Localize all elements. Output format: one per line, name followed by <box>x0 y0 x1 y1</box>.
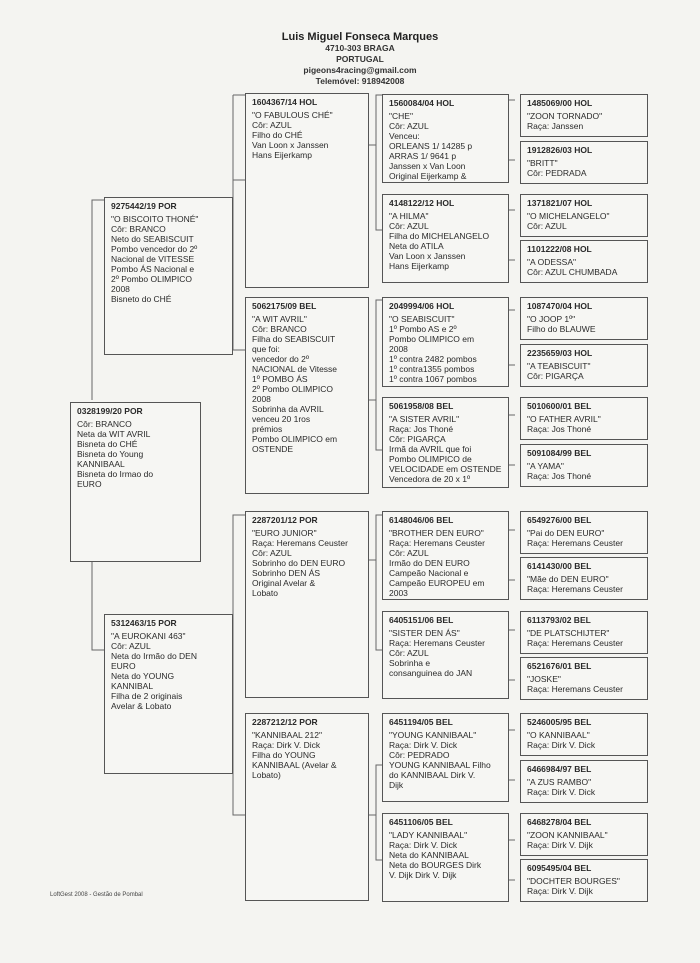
grandparent-ring: 1604367/14 HOL <box>252 97 318 107</box>
great-grandparent-line: "LADY KANNIBAAL" <box>389 830 468 840</box>
grandparent-line: Filho do CHÉ <box>252 130 303 140</box>
ancestor-line: Raça: Heremans Ceuster <box>527 638 623 648</box>
grandparent-line: Filha do YOUNG <box>252 750 316 760</box>
ancestor-line: "O MICHELANGELO" <box>527 211 610 221</box>
ancestor-ring: 6113793/02 BEL <box>527 615 591 625</box>
great-grandparent-line: ORLEANS 1/ 14285 p <box>389 141 473 151</box>
great-grandparent-line: Campeão EUROPEU em <box>389 578 485 588</box>
connector-sire <box>233 95 245 350</box>
footer-credit: LoftGest 2008 - Gestão de Pombal <box>50 892 143 898</box>
great-grandparent-line: Côr: AZUL <box>389 648 429 658</box>
grandparent-line: "KANNIBAAL 212" <box>252 730 322 740</box>
subject-line: Côr: BRANCO <box>77 419 132 429</box>
great-grandparent-line: "A HILMA" <box>389 211 429 221</box>
grandparent-ring: 5062175/09 BEL <box>252 301 317 311</box>
great-grandparent-line: Campeão Nacional e <box>389 568 469 578</box>
owner-name: Luis Miguel Fonseca Marques <box>281 31 439 43</box>
ancestor-line: "O KANNIBAAL" <box>527 730 590 740</box>
sire-line: Bisneto do CHÉ <box>111 294 172 304</box>
grandparent-line: prémios <box>252 424 283 434</box>
ancestor-box <box>520 611 648 654</box>
ancestor-ring: 1101222/08 HOL <box>527 244 592 254</box>
grandparent-line: Côr: AZUL <box>252 548 292 558</box>
grandparent-line: 1º POMBO ÁS <box>252 374 308 384</box>
ancestor-line: "ZOON TORNADO" <box>527 111 603 121</box>
grandparent-line: Raça: Dirk V. Dick <box>252 740 321 750</box>
great-grandparent-line: "BROTHER DEN EURO" <box>389 528 484 538</box>
dam-line: Neta do YOUNG <box>111 671 175 681</box>
great-grandparent-ring: 6148046/06 BEL <box>389 515 454 525</box>
great-grandparent-line: Côr: AZUL <box>389 548 429 558</box>
connector-g3-bottom <box>509 530 515 880</box>
ancestor-ring: 6095495/04 BEL <box>527 863 592 873</box>
dam-box <box>104 614 233 774</box>
great-grandparent-line: Pombo OLIMPICO em <box>389 334 475 344</box>
grandparent-line: OSTENDE <box>252 444 294 454</box>
grandparent-line: Van Loon x Janssen <box>252 140 329 150</box>
ancestor-box <box>520 713 648 756</box>
ancestor-box <box>520 397 648 440</box>
sire-box <box>104 197 233 355</box>
great-grandparent-box <box>382 397 509 488</box>
great-grandparent-line: Raça: Heremans Ceuster <box>389 538 485 548</box>
ancestor-line: "A ODESSA" <box>527 257 577 267</box>
grandparent-line: Côr: AZUL <box>252 120 292 130</box>
grandparent-line: Filha do SEABISCUIT <box>252 334 336 344</box>
grandparent-box <box>245 713 369 901</box>
grandparent-line: Lobato) <box>252 770 281 780</box>
ancestor-line: "DE PLATSCHIJTER" <box>527 628 610 638</box>
grandparent-line: 2º Pombo OLIMPICO <box>252 384 334 394</box>
great-grandparent-line: Côr: PEDRADO <box>389 750 450 760</box>
great-grandparent-line: Raça: Jos Thoné <box>389 424 454 434</box>
ancestor-box <box>520 344 648 387</box>
ancestor-box <box>520 813 648 856</box>
grandparent-line: Sobrinha da AVRIL <box>252 404 324 414</box>
ancestor-line: Raça: Jos Thoné <box>527 471 592 481</box>
sire-line: "O BISCOITO THONÉ" <box>111 214 199 224</box>
ancestor-line: Côr: AZUL <box>527 221 567 231</box>
great-grandparent-ring: 6405151/06 BEL <box>389 615 454 625</box>
ancestor-box <box>520 760 648 803</box>
sire-line: Pombo ÁS Nacional e <box>111 264 195 274</box>
sire-line: 2º Pombo OLIMPICO <box>111 274 193 284</box>
grandparent-line: 2008 <box>252 394 271 404</box>
ancestor-box <box>520 657 648 700</box>
great-grandparent-line: YOUNG KANNIBAAL Filho <box>389 760 491 770</box>
grandparent-line: "EURO JUNIOR" <box>252 528 317 538</box>
connector-g2c <box>369 515 382 650</box>
sire-line: Côr: BRANCO <box>111 224 166 234</box>
grandparent-line: Sobrinho do DEN EURO <box>252 558 346 568</box>
dam-line: Neta do Irmão do DEN <box>111 651 197 661</box>
great-grandparent-line: "O SEABISCUIT" <box>389 314 455 324</box>
great-grandparent-box <box>382 511 509 600</box>
connector-g2a <box>369 95 382 230</box>
great-grandparent-line: Pombo OLIMPICO de <box>389 454 472 464</box>
ancestor-line: "O JOOP 1º" <box>527 314 576 324</box>
sire-line: Pombo vencedor do 2º <box>111 244 198 254</box>
grandparent-line: que foi: <box>252 344 280 354</box>
ancestor-line: "Mãe do DEN EURO" <box>527 574 609 584</box>
ancestor-box <box>520 297 648 340</box>
great-grandparent-line: Vencedora de 20 x 1º <box>389 474 471 484</box>
great-grandparent-box <box>382 194 509 283</box>
owner-email: pigeons4racing@gmail.com <box>303 65 417 75</box>
great-grandparent-line: 2008 <box>389 344 408 354</box>
owner-postal: 4710-303 BRAGA <box>325 43 395 53</box>
subject-line: Bisneta do Young <box>77 449 144 459</box>
great-grandparent-line: Raça: Dirk V. Dick <box>389 740 458 750</box>
sire-line: Nacional de VITESSE <box>111 254 195 264</box>
dam-ring: 5312463/15 POR <box>111 618 177 628</box>
ancestor-box <box>520 240 648 283</box>
grandparent-line: "A WIT AVRIL" <box>252 314 307 324</box>
grandparent-line: "O FABULOUS CHÉ" <box>252 110 333 120</box>
grandparent-line: Hans Eijerkamp <box>252 150 312 160</box>
great-grandparent-line: Irmão do DEN EURO <box>389 558 470 568</box>
ancestor-box <box>520 511 648 554</box>
great-grandparent-line: 1º Pombo AS e 2º <box>389 324 457 334</box>
ancestor-line: Côr: PEDRADA <box>527 168 587 178</box>
dam-line: Filha de 2 originais <box>111 691 183 701</box>
ancestor-line: "DOCHTER BOURGES" <box>527 876 620 886</box>
grandparent-line: Côr: BRANCO <box>252 324 307 334</box>
great-grandparent-line: Sobrinha e <box>389 658 431 668</box>
great-grandparent-line: Dijk <box>389 780 404 790</box>
grandparent-box <box>245 297 369 494</box>
great-grandparent-line: V. Dijk Dirk V. Dijk <box>389 870 457 880</box>
ancestor-ring: 1485069/00 HOL <box>527 98 593 108</box>
dam-line: "A EUROKANI 463" <box>111 631 186 641</box>
great-grandparent-ring: 5061958/08 BEL <box>389 401 454 411</box>
ancestor-ring: 2235659/03 HOL <box>527 348 593 358</box>
sire-ring: 9275442/19 POR <box>111 201 177 211</box>
great-grandparent-box <box>382 813 509 902</box>
ancestor-ring: 6468278/04 BEL <box>527 817 592 827</box>
ancestor-box <box>520 557 648 600</box>
ancestor-line: "A TEABISCUIT" <box>527 361 591 371</box>
sire-line: Neto do SEABISCUIT <box>111 234 194 244</box>
great-grandparent-line: Filha do MICHELANGELO <box>389 231 490 241</box>
grandparent-box <box>245 93 369 288</box>
ancestor-line: Côr: AZUL CHUMBADA <box>527 267 618 277</box>
great-grandparent-line: VELOCIDADE em OSTENDE <box>389 464 502 474</box>
grandparent-box <box>245 511 369 698</box>
great-grandparent-line: Neta do BOURGES Dirk <box>389 860 482 870</box>
subject-line: Bisneta do Irmao do <box>77 469 154 479</box>
ancestor-line: Raça: Heremans Ceuster <box>527 584 623 594</box>
ancestor-box <box>520 194 648 237</box>
ancestor-ring: 5091084/99 BEL <box>527 448 592 458</box>
ancestor-line: "BRITT" <box>527 158 558 168</box>
great-grandparent-line: Hans Eijerkamp <box>389 261 449 271</box>
ancestor-box <box>520 94 648 137</box>
great-grandparent-line: "YOUNG KANNIBAAL" <box>389 730 477 740</box>
ancestor-line: "O FATHER AVRIL" <box>527 414 601 424</box>
grandparent-line: Sobrinho DEN ÁS <box>252 568 321 578</box>
great-grandparent-line: 1º contra 1067 pombos <box>389 374 477 384</box>
connector-g2b <box>369 300 382 450</box>
great-grandparent-line: Janssen x Van Loon <box>389 161 466 171</box>
great-grandparent-line: 1º contra1355 pombos <box>389 364 475 374</box>
great-grandparent-line: Irmã da AVRIL que foi <box>389 444 472 454</box>
ancestor-line: Raça: Dirk V. Dijk <box>527 840 593 850</box>
ancestor-ring: 6549276/00 BEL <box>527 515 592 525</box>
grandparent-line: Pombo OLIMPICO em <box>252 434 338 444</box>
connector-g2d <box>369 765 382 860</box>
ancestor-ring: 6141430/00 BEL <box>527 561 592 571</box>
subject-line: Bisneta do CHÉ <box>77 439 138 449</box>
ancestor-line: "JOSKE" <box>527 674 561 684</box>
great-grandparent-line: Raça: Heremans Ceuster <box>389 638 485 648</box>
grandparent-line: Original Avelar & <box>252 578 316 588</box>
subject-line: Neta da WIT AVRIL <box>77 429 151 439</box>
ancestor-line: "Pai do DEN EURO" <box>527 528 605 538</box>
great-grandparent-line: "A SISTER AVRIL" <box>389 414 460 424</box>
great-grandparent-line: "CHE" <box>389 111 413 121</box>
great-grandparent-line: Van Loon x Janssen <box>389 251 466 261</box>
ancestor-ring: 5010600/01 BEL <box>527 401 592 411</box>
great-grandparent-ring: 6451194/05 BEL <box>389 717 453 727</box>
great-grandparent-line: Venceu: <box>389 131 420 141</box>
connector-g3-top <box>509 100 515 465</box>
great-grandparent-line: consanguinea do JAN <box>389 668 473 678</box>
grandparent-line: Lobato <box>252 588 278 598</box>
ancestor-box <box>520 444 648 487</box>
subject-line: EURO <box>77 479 102 489</box>
ancestor-line: Raça: Heremans Ceuster <box>527 538 623 548</box>
ancestor-ring: 6466984/97 BEL <box>527 764 592 774</box>
owner-country: PORTUGAL <box>336 54 384 64</box>
grandparent-ring: 2287212/12 POR <box>252 717 318 727</box>
great-grandparent-line: Original Eijerkamp & <box>389 171 467 181</box>
great-grandparent-line: 2003 <box>389 588 408 598</box>
grandparent-ring: 2287201/12 POR <box>252 515 318 525</box>
great-grandparent-line: "SISTER DEN ÁS" <box>389 628 460 638</box>
great-grandparent-ring: 4148122/12 HOL <box>389 198 455 208</box>
subject-ring: 0328199/20 POR <box>77 406 143 416</box>
great-grandparent-ring: 2049994/06 HOL <box>389 301 455 311</box>
ancestor-ring: 5246005/95 BEL <box>527 717 592 727</box>
dam-line: EURO <box>111 661 136 671</box>
great-grandparent-box <box>382 297 509 387</box>
ancestor-line: Raça: Heremans Ceuster <box>527 684 623 694</box>
ancestor-line: Filho do BLAUWE <box>527 324 596 334</box>
great-grandparent-line: Raça: Dirk V. Dick <box>389 840 458 850</box>
great-grandparent-box <box>382 611 509 699</box>
great-grandparent-line: Neta do ATILA <box>389 241 444 251</box>
great-grandparent-box <box>382 94 509 183</box>
ancestor-line: Raça: Jos Thoné <box>527 424 592 434</box>
grandparent-line: KANNIBAAL (Avelar & <box>252 760 337 770</box>
ancestor-line: Raça: Dirk V. Dick <box>527 740 596 750</box>
ancestor-ring: 6521676/01 BEL <box>527 661 592 671</box>
dam-line: Côr: AZUL <box>111 641 151 651</box>
sire-line: 2008 <box>111 284 130 294</box>
ancestor-box <box>520 141 648 184</box>
connector-dam <box>233 515 245 815</box>
grandparent-line: NACIONAL de Vitesse <box>252 364 338 374</box>
great-grandparent-line: Côr: AZUL <box>389 221 429 231</box>
dam-line: Avelar & Lobato <box>111 701 172 711</box>
ancestor-line: Côr: PIGARÇA <box>527 371 584 381</box>
grandparent-line: venceu 20 1ros <box>252 414 311 424</box>
ancestor-line: Raça: Janssen <box>527 121 584 131</box>
subject-box <box>70 402 201 562</box>
ancestor-line: Raça: Dirk V. Dick <box>527 787 596 797</box>
ancestor-ring: 1371821/07 HOL <box>527 198 593 208</box>
grandparent-line: Raça: Heremans Ceuster <box>252 538 348 548</box>
ancestor-line: "A ZUS RAMBO" <box>527 777 592 787</box>
owner-phone: Telemóvel: 918942008 <box>315 76 405 86</box>
great-grandparent-line: Côr: AZUL <box>389 121 429 131</box>
ancestor-line: Raça: Dirk V. Dijk <box>527 886 593 896</box>
subject-line: KANNIBAAL <box>77 459 125 469</box>
great-grandparent-line: ARRAS 1/ 9641 p <box>389 151 457 161</box>
great-grandparent-line: do KANNIBAAL Dirk V. <box>389 770 476 780</box>
great-grandparent-box <box>382 713 509 802</box>
ancestor-line: "A YAMA" <box>527 461 564 471</box>
grandparent-line: vencedor do 2º <box>252 354 309 364</box>
ancestor-box <box>520 859 648 902</box>
ancestor-ring: 1087470/04 HOL <box>527 301 593 311</box>
great-grandparent-line: Neta do KANNIBAAL <box>389 850 469 860</box>
dam-line: KANNIBAL <box>111 681 154 691</box>
great-grandparent-line: Côr: PIGARÇA <box>389 434 446 444</box>
ancestor-line: "ZOON KANNIBAAL" <box>527 830 608 840</box>
great-grandparent-line: 1º contra 2482 pombos <box>389 354 477 364</box>
great-grandparent-ring: 1560084/04 HOL <box>389 98 455 108</box>
ancestor-ring: 1912826/03 HOL <box>527 145 593 155</box>
great-grandparent-ring: 6451106/05 BEL <box>389 817 453 827</box>
